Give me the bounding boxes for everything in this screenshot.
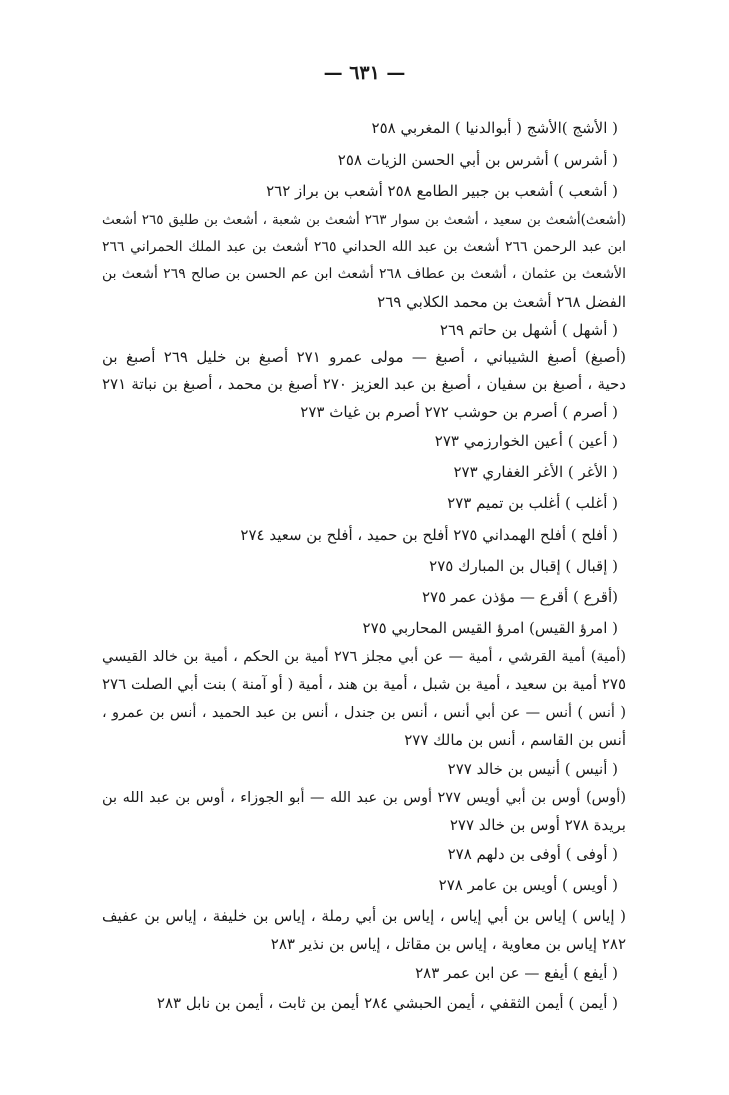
index-line: بريدة ٢٧٨ أوس بن خالد ٢٧٧ (449, 816, 626, 834)
index-line: الفضل ٢٦٨ أشعث بن محمد الكلابي ٢٦٩ (377, 293, 626, 311)
index-line: دحية ، أصبغ بن سفيان ، أصبغ بن عبد العزيز ٢٧٠ أصبغ بن محمد ، أصبغ بن نباتة ٢٧١ (102, 375, 626, 393)
index-line: ( أغلب ) أغلب بن تميم ٢٧٣ (447, 494, 618, 512)
index-line: ( امرؤ القيس) امرؤ القيس المحاربي ٢٧٥ (362, 619, 618, 637)
index-line: ( إياس ) إياس بن أبي إياس ، إياس بن أبي رملة ، إياس بن خليفة ، إياس بن عفيف (102, 907, 626, 925)
index-line: (أمية) أمية القرشي ، أمية — عن أبي مجلز ٢٧٦ أمية بن الحكم ، أمية بن خالد القيسي (102, 649, 626, 665)
index-line: (أشعث)أشعث بن سعيد ، أشعث بن سوار ٢٦٣ أشعث بن شعبة ، أشعث بن طليق ٢٦٥ أشعث (102, 212, 626, 228)
page-number: — ٦٣١ — (323, 62, 406, 84)
index-line: ٢٧٥ أمية بن سعيد ، أمية بن شبل ، أمية بن هند ، أمية ( أو آمنة ) بنت أبي الصلت ٢٧٦ (102, 675, 626, 693)
index-line: ( إقبال ) إقبال بن المبارك ٢٧٥ (429, 557, 618, 575)
index-line: ( أعين ) أعين الخوارزمي ٢٧٣ (434, 432, 618, 450)
index-line: ( الأغر ) الأغر الغفاري ٢٧٣ (453, 463, 618, 481)
index-line: ( أوفى ) أوفى بن دلهم ٢٧٨ (447, 845, 618, 863)
index-line: ( أشهل ) أشهل بن حاتم ٢٦٩ (439, 321, 618, 339)
index-line: ( أشعب ) أشعب بن جبير الطامع ٢٥٨ أشعب بن براز ٢٦٢ (266, 182, 618, 200)
index-line: ( أصرم ) أصرم بن حوشب ٢٧٢ أصرم بن غياث ٢٧٣ (300, 403, 618, 421)
index-line: ابن عبد الرحمن ٢٦٦ أشعث بن عبد الله الحداني ٢٦٥ أشعث بن عبد الملك الحمراني ٢٦٦ (102, 239, 626, 255)
index-line: ( أفلح ) أفلح الهمداني ٢٧٥ أفلح بن حميد ، أفلح بن سعيد ٢٧٤ (240, 526, 618, 544)
index-line: ( الأشج )الأشج ( أبوالدنيا ) المغربي ٢٥٨ (371, 119, 618, 137)
index-line: (أصبغ) أصبغ الشيباني ، أصبغ — مولى عمرو ٢٧١ أصبغ بن خليل ٢٦٩ أصبغ بن (102, 348, 626, 366)
index-line: ( أيفع ) أيفع — عن ابن عمر ٢٨٣ (415, 964, 618, 982)
index-line: ( أنيس ) أنيس بن خالد ٢٧٧ (447, 760, 618, 778)
index-line: ٢٨٢ إياس بن معاوية ، إياس بن مقاتل ، إياس بن نذير ٢٨٣ (270, 935, 626, 953)
index-line: ( أشرس ) أشرس بن أبي الحسن الزيات ٢٥٨ (337, 151, 618, 169)
index-line: ( أويس ) أويس بن عامر ٢٧٨ (438, 876, 618, 894)
index-line: ( أيمن ) أيمن الثقفي ، أيمن الحبشي ٢٨٤ أيمن بن ثابت ، أيمن بن نابل ٢٨٣ (156, 994, 618, 1012)
index-line: (أوس) أوس بن أبي أويس ٢٧٧ أوس بن عبد الله — أبو الجوزاء ، أوس بن عبد الله بن (102, 790, 626, 806)
index-line: (أقرع ) أقرع — مؤذن عمر ٢٧٥ (422, 588, 618, 606)
index-line: الأشعث بن عثمان ، أشعث بن عطاف ٢٦٨ أشعث ابن عم الحسن بن صالح ٢٦٩ أشعث بن (102, 266, 626, 282)
index-line: أنس بن القاسم ، أنس بن مالك ٢٧٧ (404, 731, 626, 749)
index-line: ( أنس ) أنس — عن أبي أنس ، أنس بن جندل ، أنس بن عبد الحميد ، أنس بن عمرو ، (102, 705, 626, 721)
